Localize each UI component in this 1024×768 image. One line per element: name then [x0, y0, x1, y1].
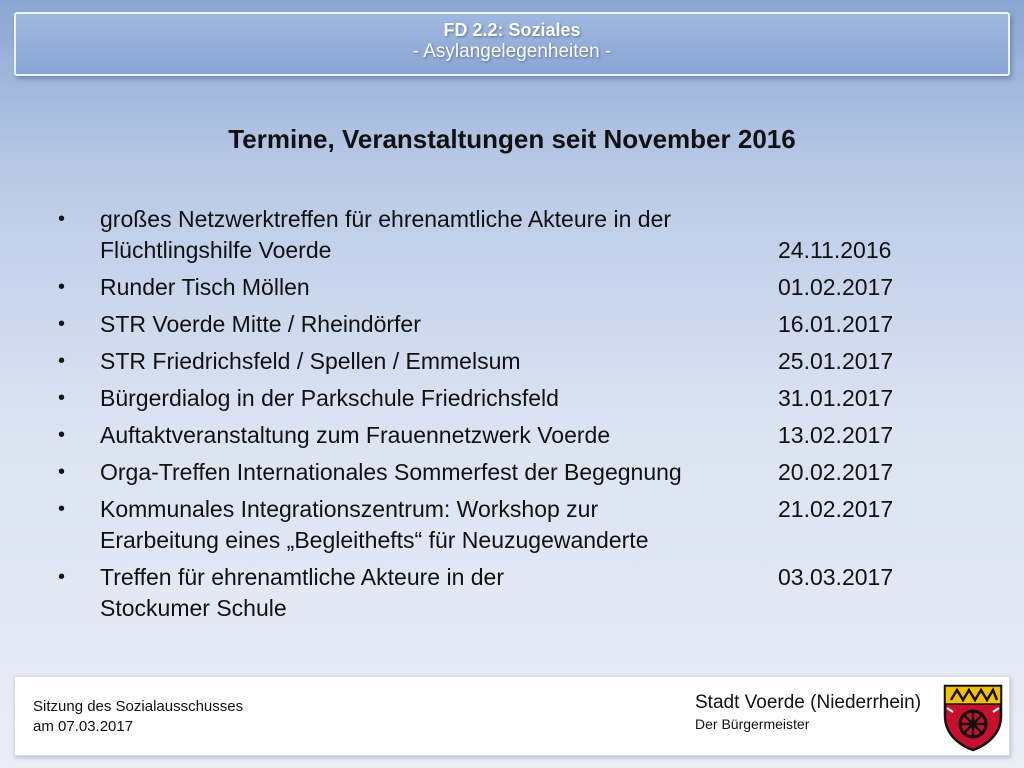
- slide-title: Termine, Veranstaltungen seit November 2016: [228, 124, 796, 154]
- list-item: [58, 272, 958, 303]
- event-text: Treffen für ehrenamtliche Akteure in der: [100, 564, 504, 590]
- list-item: [58, 383, 958, 414]
- bullet-icon: •: [58, 566, 66, 588]
- bullet-icon: •: [58, 350, 66, 372]
- event-text: Flüchtlingshilfe Voerde: [100, 237, 332, 263]
- list-item: [58, 562, 958, 624]
- event-list: [58, 204, 958, 630]
- event-date: 16.01.2017: [778, 311, 894, 337]
- header-bar: [14, 12, 1010, 76]
- bullet-icon: •: [58, 313, 66, 335]
- event-text: Auftaktveranstaltung zum Frauennetzwerk Voerde: [100, 422, 611, 448]
- bullet-icon: •: [58, 276, 66, 298]
- event-text: Erarbeitung eines „Begleithefts“ für Neuzugewanderte: [100, 527, 649, 553]
- section-title: FD 2.2: Soziales: [443, 20, 581, 40]
- event-text: großes Netzwerktreffen für ehrenamtliche Akteure in der: [100, 206, 672, 232]
- list-item: [58, 420, 958, 451]
- event-date: 21.02.2017: [778, 496, 894, 522]
- org-name: Stadt Voerde (Niederrhein): [695, 692, 922, 713]
- event-text: Orga-Treffen Internationales Sommerfest der Begegnung: [100, 459, 682, 485]
- event-date: 03.03.2017: [778, 564, 894, 590]
- organization: [695, 691, 921, 733]
- event-date: 31.01.2017: [778, 385, 894, 411]
- section-subtitle: - Asylangelegenheiten -: [412, 41, 612, 62]
- event-date: 24.11.2016: [778, 237, 892, 263]
- bullet-icon: •: [58, 424, 66, 446]
- bullet-icon: •: [58, 498, 66, 520]
- event-text: Stockumer Schule: [100, 595, 287, 621]
- list-item: [58, 204, 958, 266]
- event-date: 13.02.2017: [778, 422, 894, 448]
- footer-bar: [14, 676, 1010, 756]
- list-item: [58, 346, 958, 377]
- bullet-icon: •: [58, 461, 66, 483]
- event-text: Runder Tisch Möllen: [100, 274, 310, 300]
- event-date: 25.01.2017: [778, 348, 894, 374]
- event-text: STR Friedrichsfeld / Spellen / Emmelsum: [100, 348, 521, 374]
- org-subtitle: Der Bürgermeister: [695, 716, 810, 732]
- event-text: Kommunales Integrationszentrum: Workshop zur: [100, 496, 599, 522]
- meeting-date: am 07.03.2017: [33, 718, 134, 735]
- list-item: [58, 457, 958, 488]
- list-item: [58, 494, 958, 556]
- city-crest-icon: [941, 682, 1005, 752]
- meeting-info: [33, 697, 243, 737]
- bullet-icon: •: [58, 387, 66, 409]
- event-text: Bürgerdialog in der Parkschule Friedrichsfeld: [100, 385, 559, 411]
- meeting-name: Sitzung des Sozialausschusses: [33, 698, 244, 715]
- event-date: 20.02.2017: [778, 459, 894, 485]
- event-date: 01.02.2017: [778, 274, 894, 300]
- list-item: [58, 309, 958, 340]
- bullet-icon: •: [58, 208, 66, 230]
- event-text: STR Voerde Mitte / Rheindörfer: [100, 311, 421, 337]
